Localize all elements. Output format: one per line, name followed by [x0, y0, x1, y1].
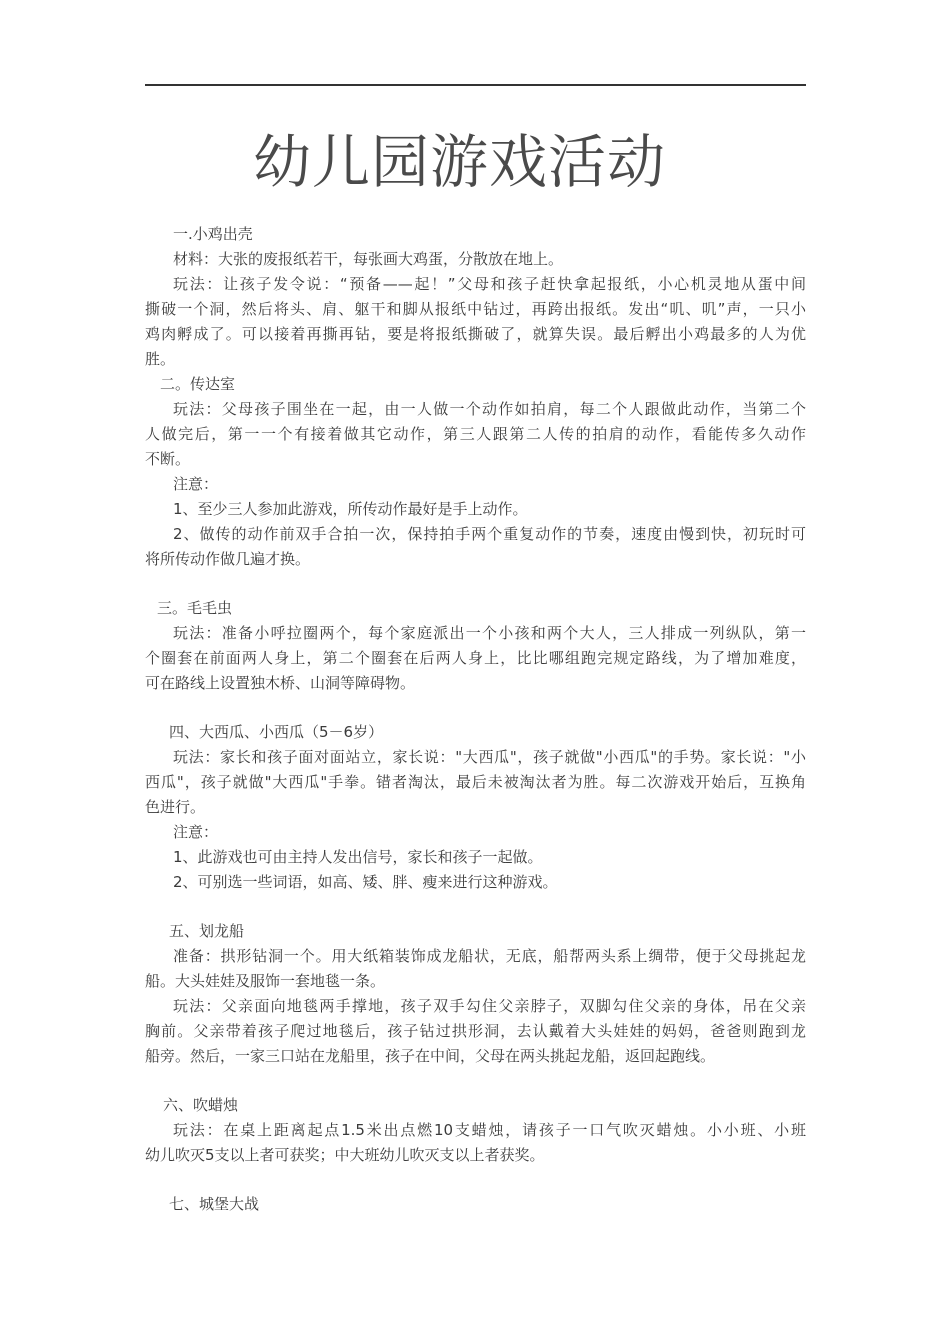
blank-line	[145, 696, 806, 720]
blank-line	[145, 1069, 806, 1093]
paragraph-line: 船。大头娃娃及服饰一套地毯一条。	[145, 972, 386, 990]
section-heading-6: 六、吹蜡烛	[163, 1096, 239, 1114]
paragraph-line: 船旁。然后，一家三口站在龙船里，孩子在中间，父母在两头挑起龙船，返回起跑线。	[145, 1047, 716, 1065]
paragraph-line: 玩法：准备小呼拉圈两个，每个家庭派出一个小孩和两个大人，三人排成一列纵队，第一	[173, 624, 806, 642]
paragraph-line: 撕破一个洞，然后将头、肩、躯干和脚从报纸中钻过，再跨出报纸。发出“叽、叽”声，一只小	[145, 300, 806, 318]
paragraph-line: 玩法：在桌上距离起点1.5米出点燃10支蜡烛，请孩子一口气吹灭蜡烛。小小班、小班	[173, 1121, 806, 1139]
paragraph-line: 幼儿吹灭5支以上者可获奖；中大班幼儿吹灭支以上者获奖。	[145, 1146, 545, 1164]
paragraph-line: 人做完后，第一一个有接着做其它动作，第三人跟第二人传的拍肩的动作，看能传多久动作	[145, 425, 806, 443]
note-item: 1、此游戏也可由主持人发出信号，家长和孩子一起做。	[173, 848, 543, 866]
paragraph-line: 准备：拱形钻洞一个。用大纸箱装饰成龙船状，无底，船帮两头系上绸带，便于父母挑起龙	[173, 947, 806, 965]
paragraph-line: 鸡肉孵成了。可以接着再撕再钻，要是将报纸撕破了，就算失误。最后孵出小鸡最多的人为优	[145, 325, 806, 343]
section-heading-4: 四、大西瓜、小西瓜（5－6岁）	[169, 723, 384, 741]
blank-line	[145, 572, 806, 596]
section-heading-1: 一.小鸡出壳	[173, 225, 253, 243]
note-item: 2、做传的动作前双手合拍一次，保持拍手两个重复动作的节奏，速度由慢到快，初玩时可	[173, 525, 806, 543]
note-item: 2、可别选一些词语，如高、矮、胖、瘦来进行这种游戏。	[173, 873, 558, 891]
paragraph-line: 个圈套在前面两人身上，第二个圈套在后两人身上，比比哪组跑完规定路线，为了增加难度，	[145, 649, 806, 667]
document-body	[145, 222, 806, 1217]
paragraph-line: 胜。	[145, 350, 176, 368]
paragraph-line: 不断。	[145, 450, 191, 468]
paragraph-line: 西瓜"，孩子就做"大西瓜"手拳。错者淘汰，最后未被淘汰者为胜。每二次游戏开始后，互换角	[145, 773, 806, 791]
note-label: 注意：	[173, 823, 219, 841]
section-heading-3: 三。毛毛虫	[157, 599, 233, 617]
paragraph-line: 将所传动作做几遍才换。	[145, 550, 311, 568]
blank-line	[145, 1168, 806, 1192]
section-heading-7: 七、城堡大战	[169, 1195, 260, 1213]
section-heading-5: 五、划龙船	[169, 922, 245, 940]
paragraph-line: 胸前。父亲带着孩子爬过地毯后，孩子钻过拱形洞，去认戴着大头娃娃的妈妈，爸爸则跑到龙	[145, 1022, 806, 1040]
blank-line	[145, 895, 806, 919]
document-title: 幼儿园游戏活动	[252, 128, 666, 196]
paragraph-line: 色进行。	[145, 798, 206, 816]
paragraph-line: 玩法：父母孩子围坐在一起，由一人做一个动作如拍肩，每二个人跟做此动作，当第二个	[173, 400, 806, 418]
note-label: 注意：	[173, 475, 219, 493]
header-rule	[145, 84, 806, 86]
paragraph-line: 玩法：父亲面向地毯两手撑地，孩子双手勾住父亲脖子，双脚勾住父亲的身体，吊在父亲	[173, 997, 806, 1015]
section-heading-2: 二。传达室	[160, 375, 236, 393]
paragraph-line: 玩法：让孩子发令说：“预备——起！”父母和孩子赶快拿起报纸，小心机灵地从蛋中间	[173, 275, 806, 293]
paragraph-line: 可在路线上设置独木桥、山洞等障碍物。	[145, 674, 416, 692]
note-item: 1、至少三人参加此游戏，所传动作最好是手上动作。	[173, 500, 528, 518]
paragraph-line: 材料：大张的废报纸若干，每张画大鸡蛋，分散放在地上。	[173, 250, 564, 268]
paragraph-line: 玩法：家长和孩子面对面站立，家长说："大西瓜"，孩子就做"小西瓜"的手势。家长说："小	[173, 748, 806, 766]
